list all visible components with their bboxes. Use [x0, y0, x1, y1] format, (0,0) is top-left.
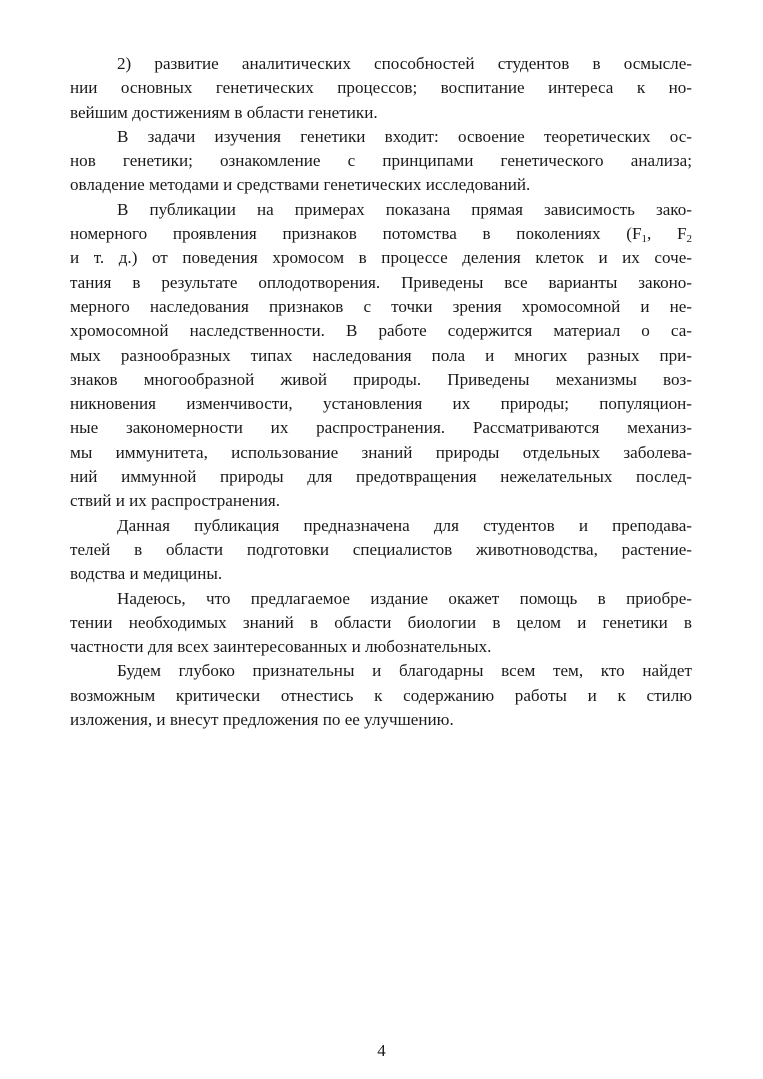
text-line: Надеюсь, что предлагаемое издание окажет помощь в приобре-: [117, 588, 692, 608]
text-line: телей в области подготовки специалистов животноводства, растение-: [70, 539, 692, 559]
text-line: возможным критически отнестись к содержанию работы и к стилю: [70, 685, 692, 705]
paragraph: [70, 514, 692, 587]
text-line: вейшим достижениям в области генетики.: [70, 102, 378, 122]
text-line: ствий и их распространения.: [70, 491, 281, 511]
paragraph: [70, 52, 692, 125]
paragraph: [70, 125, 692, 198]
text-line: и т. д.) от поведения хромосом в процессе деления клеток и их соче-: [70, 248, 692, 268]
paragraph: [70, 587, 692, 660]
text-line: В публикации на примерах показана прямая зависимость зако-: [117, 199, 692, 219]
text-line: тении необходимых знаний в области биологии в целом и генетики в: [70, 612, 692, 632]
text-fragment: , F: [647, 224, 687, 244]
paragraph: [70, 198, 692, 514]
text-line: знаков многообразной живой природы. Приведены механизмы воз-: [70, 369, 692, 389]
text-line: мерного наследования признаков с точки зрения хромосомной и не-: [70, 296, 692, 316]
text-line: Будем глубоко признательны и благодарны всем тем, кто найдет: [117, 661, 692, 681]
text-line: тания в результате оплодотворения. Приведены все варианты законо-: [70, 272, 692, 292]
paragraph: [70, 659, 692, 732]
subscript: 1: [641, 233, 647, 246]
text-line: нов генетики; ознакомление с принципами генетического анализа;: [70, 151, 692, 171]
text-line: ний иммунной природы для предотвращения нежелательных послед-: [70, 467, 692, 487]
text-line: 2) развитие аналитических способностей студентов в осмысле-: [117, 54, 692, 73]
text-line: частности для всех заинтересованных и любознательных.: [70, 637, 492, 657]
text-fragment: номерного проявления признаков потомства в поколениях (F: [70, 224, 642, 244]
text-line: нии основных генетических процессов; воспитание интереса к но-: [70, 78, 692, 98]
text-line: хромосомной наследственности. В работе содержится материал о са-: [70, 321, 692, 341]
text-line: мых разнообразных типах наследования пола и многих разных при-: [70, 345, 692, 365]
text-line: Данная публикация предназначена для студентов и преподава-: [117, 515, 692, 535]
text-line: изложения, и внесут предложения по ее улучшению.: [70, 710, 454, 730]
text-line: ные закономерности их распространения. Рассматриваются механиз-: [70, 418, 692, 438]
text-line: мы иммунитета, использование знаний природы отдельных заболева-: [70, 442, 692, 462]
text-line: водства и медицины.: [70, 564, 223, 584]
text-line: В задачи изучения генетики входит: освоение теоретических ос-: [117, 126, 692, 146]
text-line: никновения изменчивости, установления их природы; популяцион-: [70, 394, 692, 414]
text-line-generations: [70, 222, 692, 246]
text-line: овладение методами и средствами генетических исследований.: [70, 175, 531, 195]
page-number: 4: [377, 1041, 386, 1060]
subscript: 2: [686, 233, 692, 246]
document-body: [70, 52, 692, 732]
